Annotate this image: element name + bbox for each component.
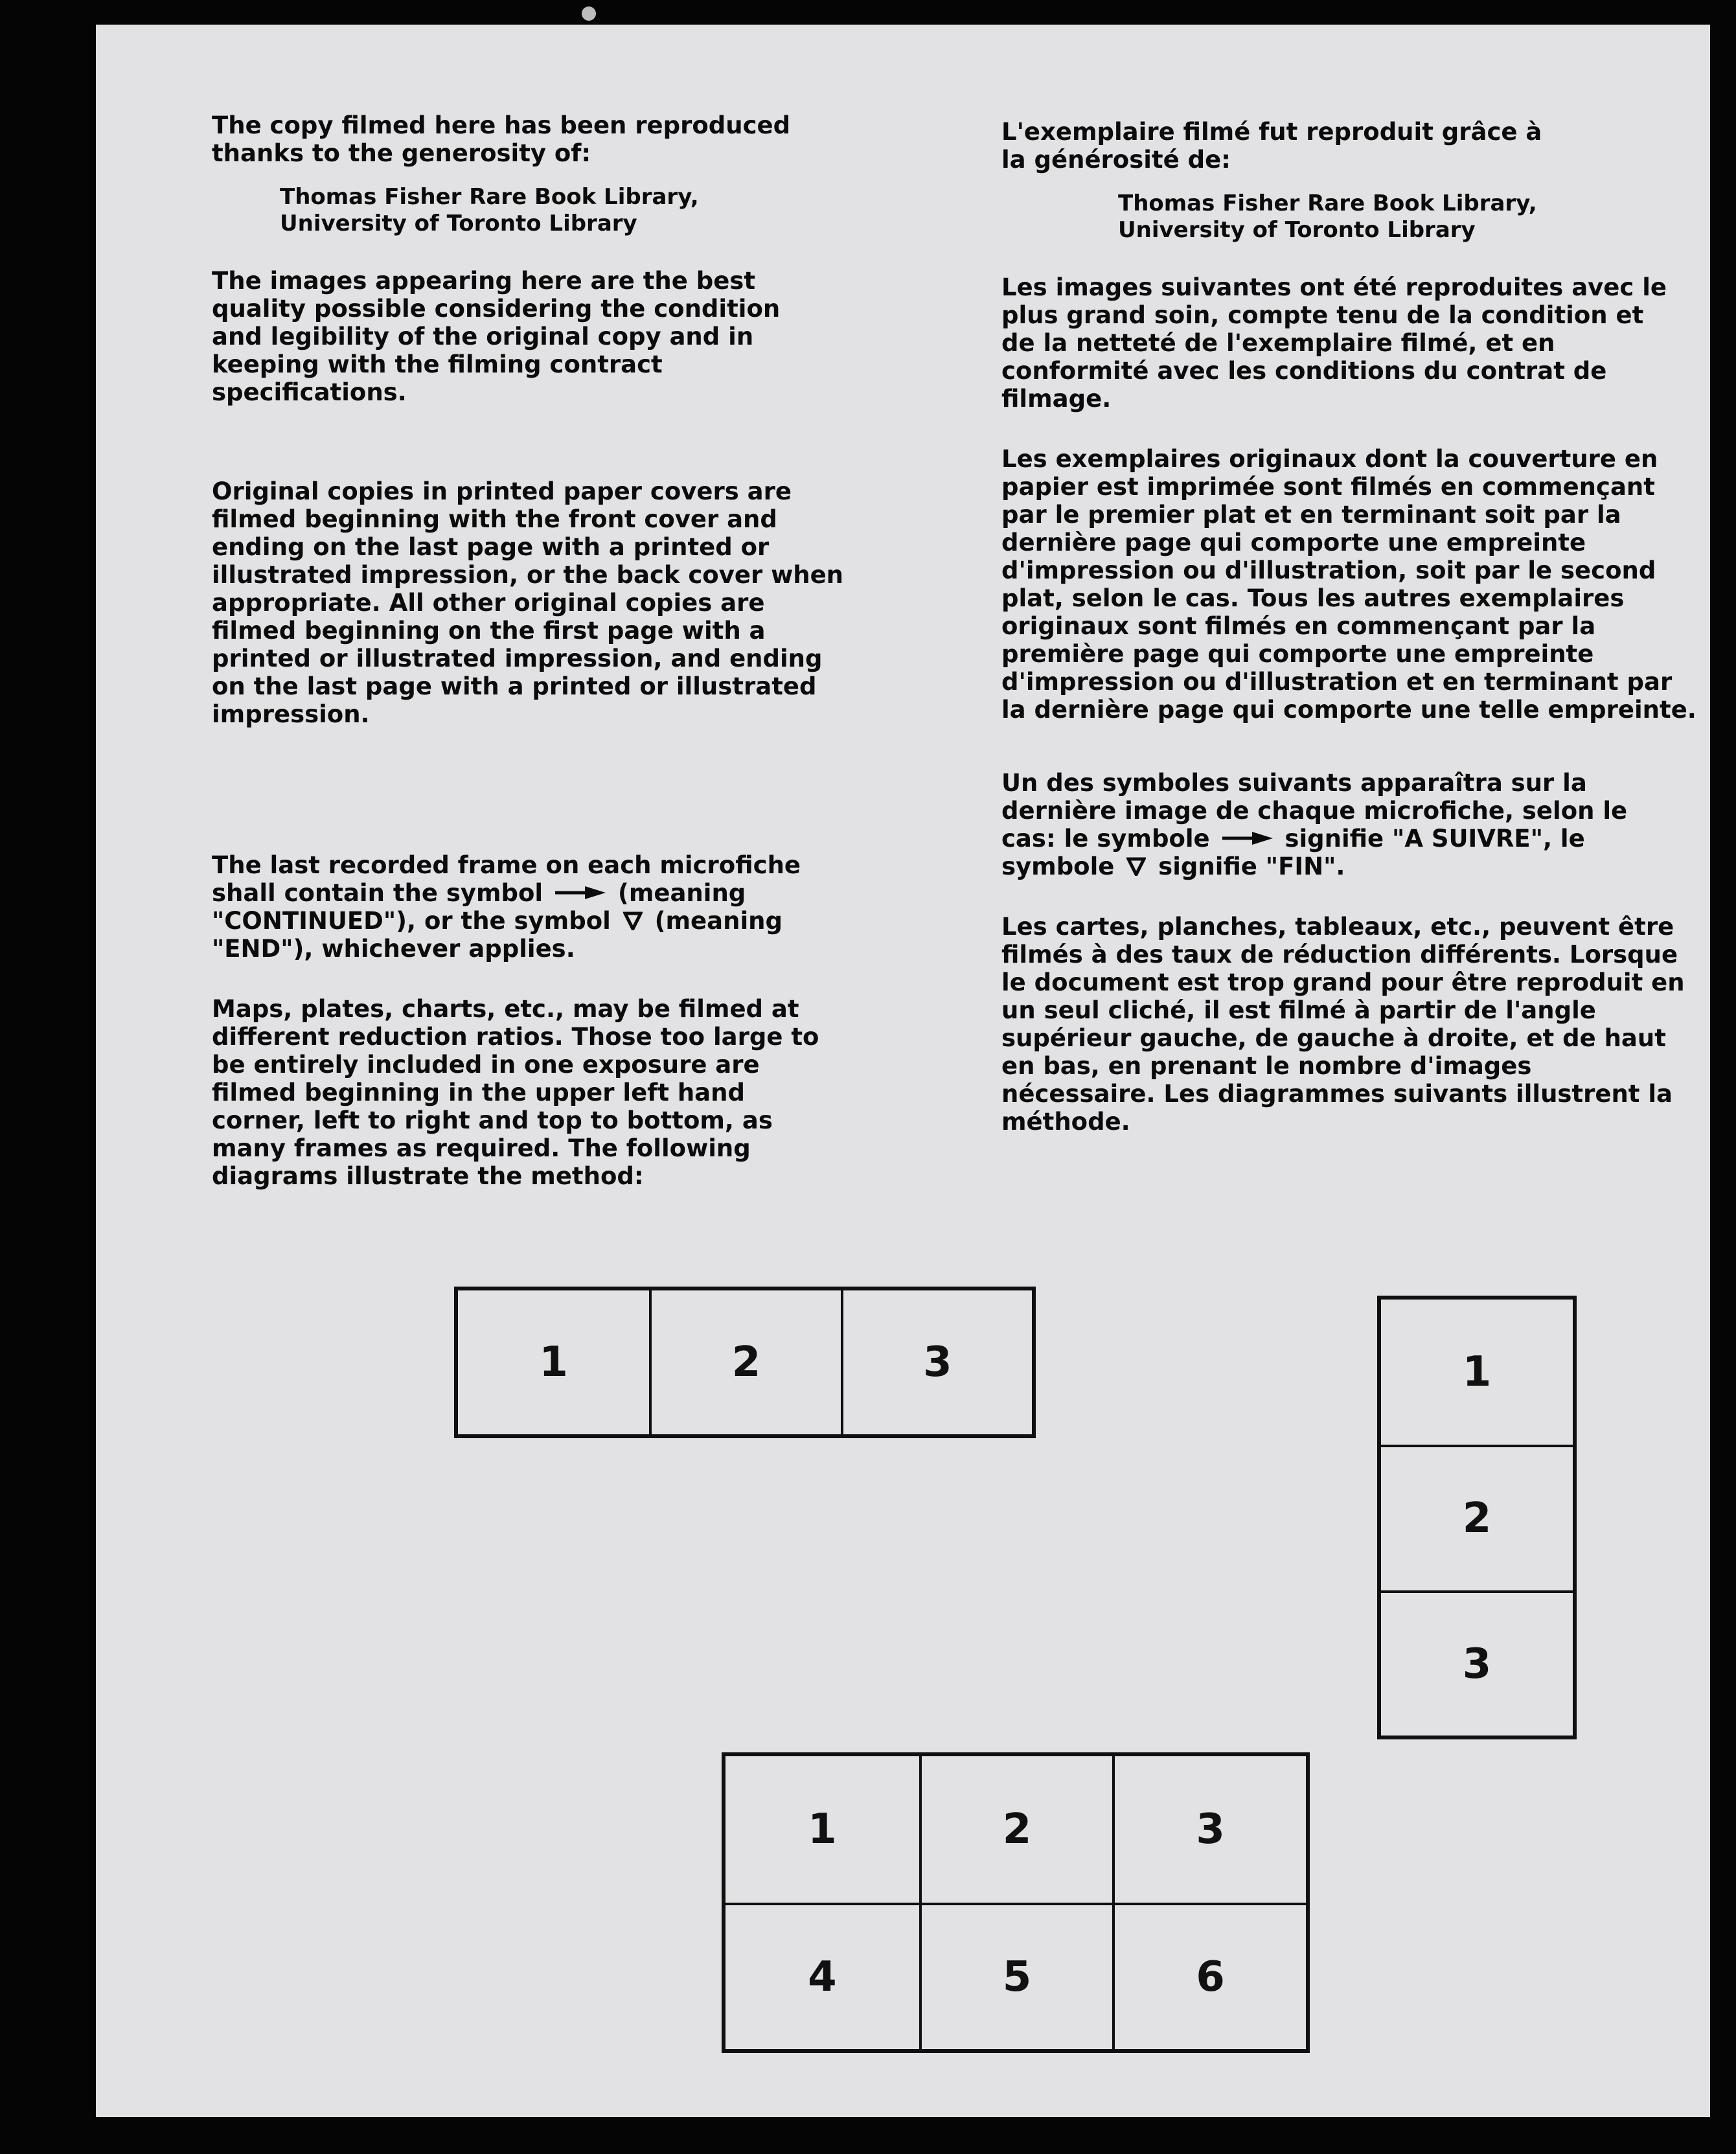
frame-cell: 1	[539, 1338, 568, 1386]
arrow-right-icon	[1222, 832, 1273, 845]
frame-cell: 2	[649, 1290, 840, 1434]
frame-cell: 1	[808, 1805, 837, 1853]
french-library-credit	[1118, 190, 1701, 244]
frame-cell: 5	[919, 1903, 1113, 2049]
french-maps: Les cartes, planches, tableaux, etc., peuvent être filmés à des taux de réduction différents. Lorsque le document est trop grand pour être reproduit en un seul cliché, il est filmé à partir de l'angle supérieur gauche, de gauche à droite, et de haut en bas, en prenant le nombre d'images nécessaire. Les diagrammes suivants illustrent la méthode.	[1001, 913, 1685, 1136]
french-thanks: L'exemplaire filmé fut reproduit grâce à la générosité de:	[1001, 118, 1542, 174]
french-covers: Les exemplaires originaux dont la couverture en papier est imprimée sont filmés en commençant par le premier plat et en terminant soit par la dernière page qui comporte une empreinte d'impression ou d'illustration, soit par le second plat, selon le cas. Tous les autres exemplaires originaux sont filmés en commençant par la première page qui comporte une empreinte d'impression ou d'illustration et en terminant par la dernière page qui comporte une telle empreinte.	[1001, 445, 1696, 724]
french-symbols	[1001, 769, 1636, 880]
document-page	[96, 25, 1710, 2117]
diagram-vertical-three	[1377, 1296, 1577, 1739]
triangle-down-icon	[1126, 856, 1146, 876]
frame-cell: 3	[841, 1290, 1032, 1434]
english-library-credit	[280, 184, 976, 237]
english-symbols	[212, 851, 834, 963]
english-library-line1: Thomas Fisher Rare Book Library,	[280, 184, 699, 210]
frame-cell: 6	[1112, 1903, 1306, 2049]
frame-cell: 3	[1112, 1756, 1306, 1903]
english-quality: The images appearing here are the best quality possible considering the condition and legibility of the original copy and in keeping with the filming contract specifications.	[212, 267, 781, 406]
english-symbols-text-2: (meaning "CONTINUED"), or the symbol	[212, 879, 746, 935]
english-maps: Maps, plates, charts, etc., may be filmed at different reduction ratios. Those too large to be entirely included in one exposure are filmed beginning in the upper left hand corner, left to right and top to bottom, as many frames as required. The following diagrams illustrate the method:	[212, 995, 819, 1190]
french-symbols-text-2: signifie "A SUIVRE", le symbole	[1001, 825, 1585, 880]
frame-cell: 3	[1381, 1590, 1573, 1736]
english-library-line2: University of Toronto Library	[280, 211, 637, 236]
english-covers: Original copies in printed paper covers are filmed beginning with the front cover and ending on the last page with a printed or illustrated impression, or the back cover when appropriate. All other original copies are filmed beginning on the first page with a printed or illustrated impression, and ending on the last page with a printed or illustrated impression.	[212, 477, 844, 728]
english-column	[212, 111, 976, 1190]
french-library-line2: University of Toronto Library	[1118, 217, 1476, 243]
diagram-horizontal-three	[454, 1287, 1036, 1438]
frame-cell: 2	[919, 1756, 1113, 1903]
french-symbols-text-1: Un des symboles suivants apparaîtra sur la dernière image de chaque microfiche, selon le cas: le symbole	[1001, 769, 1628, 853]
frame-cell: 4	[725, 1903, 919, 2049]
frame-cell: 2	[1381, 1445, 1573, 1590]
english-symbols-text-1: The last recorded frame on each microfiche shall contain the symbol	[212, 851, 801, 907]
french-quality: Les images suivantes ont été reproduites avec le plus grand soin, compte tenu de la condition et de la netteté de l'exemplaire filmé, et en conformité avec les conditions du contrat de filmage.	[1001, 273, 1667, 413]
frame-cell: 1	[1462, 1348, 1492, 1397]
french-column	[1001, 118, 1701, 1136]
french-symbols-text-3: signifie "FIN".	[1158, 853, 1345, 880]
english-symbols-text-3: (meaning "END"), whichever applies.	[212, 907, 782, 963]
arrow-right-icon	[555, 886, 606, 899]
diagram-grid-six	[722, 1752, 1310, 2053]
triangle-down-icon	[623, 911, 643, 930]
french-library-line1: Thomas Fisher Rare Book Library,	[1118, 190, 1537, 216]
scan-speck	[582, 6, 596, 21]
english-thanks: The copy filmed here has been reproduced thanks to the generosity of:	[212, 111, 791, 167]
